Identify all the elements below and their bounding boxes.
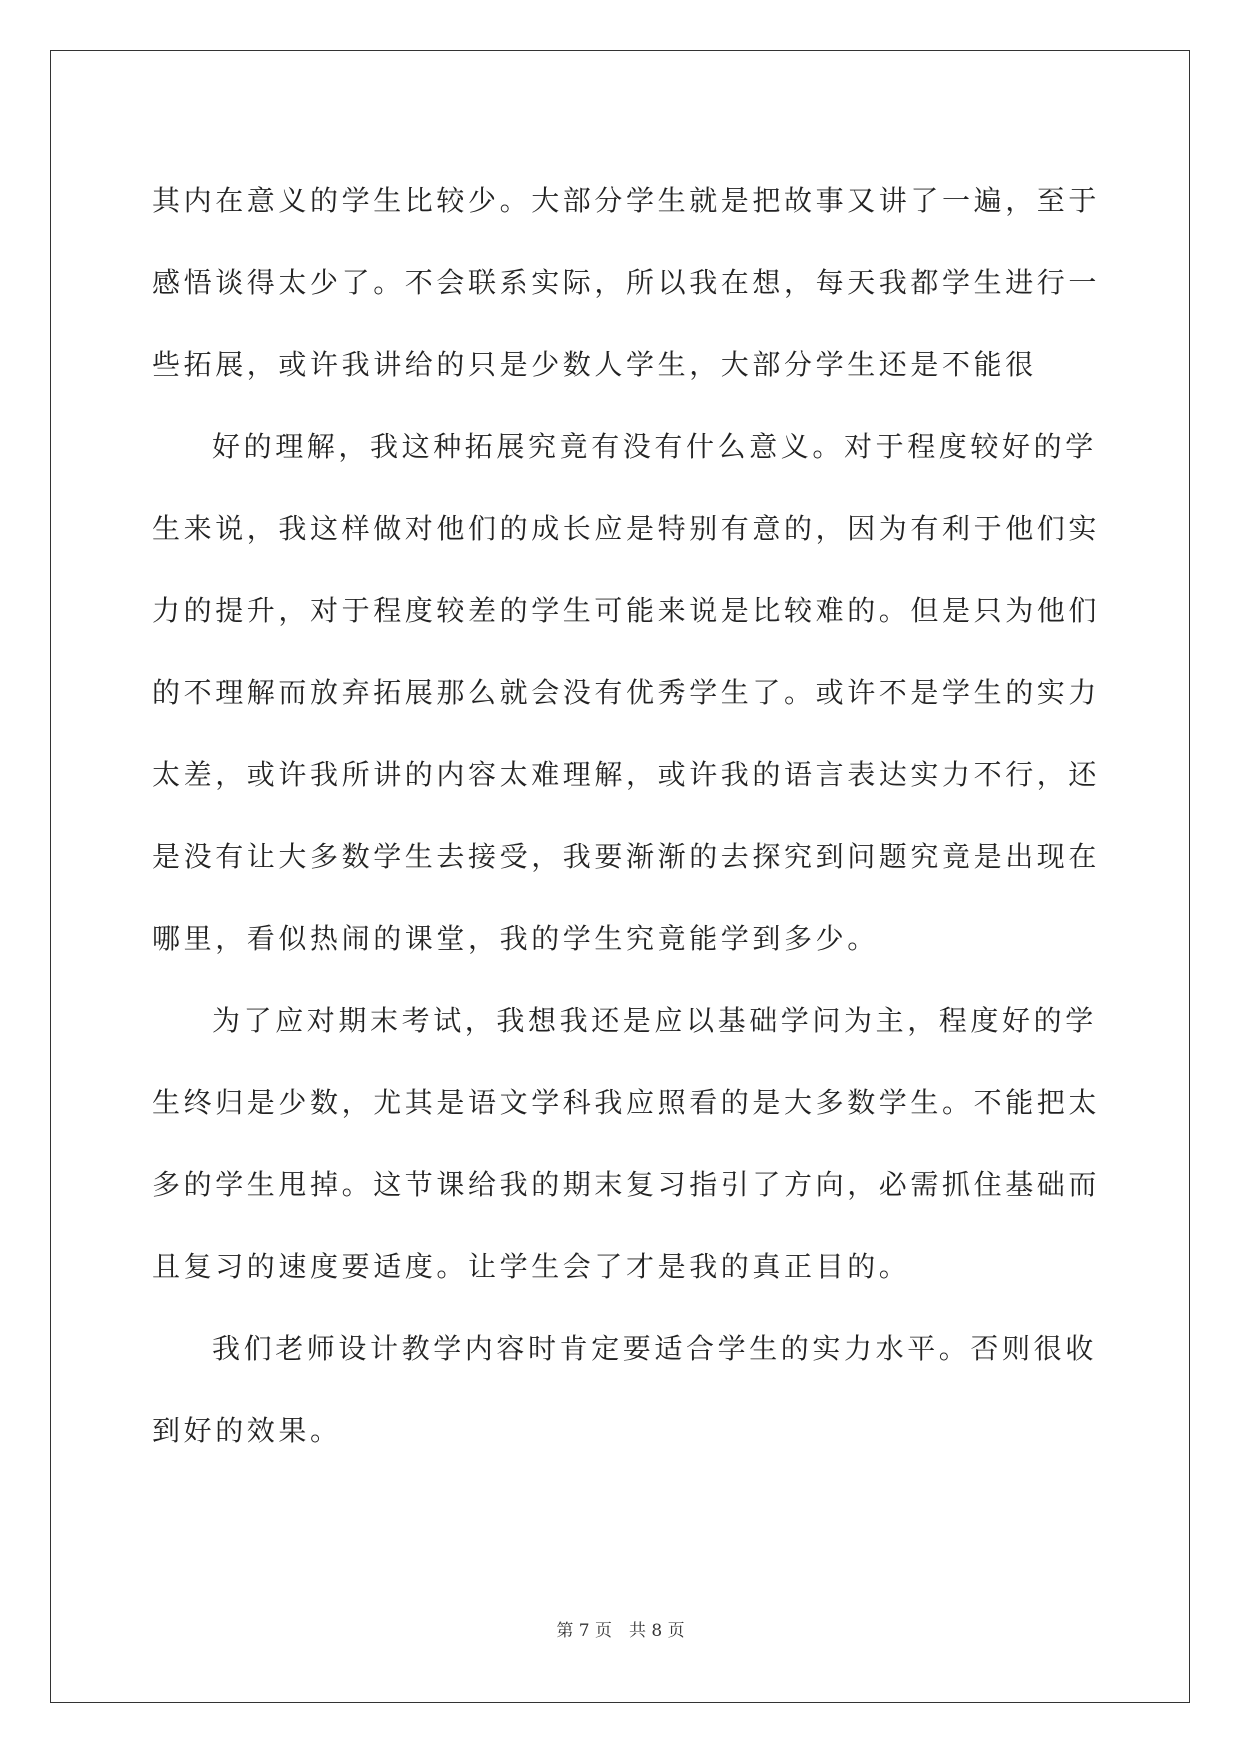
text-line: 哪里，看似热闹的课堂，我的学生究竟能学到多少。 — [152, 922, 879, 955]
text-line: 我们老师设计教学内容时肯定要适合学生的实力水平。否则很收 — [212, 1332, 1097, 1365]
text-line: 的不理解而放弃拓展那么就会没有优秀学生了。或许不是学生的实力 — [152, 676, 1101, 709]
text-line: 生终归是少数，尤其是语文学科我应照看的是大多数学生。不能把太 — [152, 1086, 1101, 1119]
text-line: 多的学生甩掉。这节课给我的期末复习指引了方向，必需抓住基础而 — [152, 1168, 1101, 1201]
text-line: 好的理解，我这种拓展究竟有没有什么意义。对于程度较好的学 — [212, 430, 1097, 463]
page-number-footer: 第 7 页 共 8 页 — [556, 1621, 685, 1641]
text-line: 且复习的速度要适度。让学生会了才是我的真正目的。 — [152, 1250, 911, 1283]
text-line: 些拓展，或许我讲给的只是少数人学生，大部分学生还是不能很 — [152, 348, 1037, 381]
text-line: 到好的效果。 — [152, 1414, 342, 1447]
text-line: 其内在意义的学生比较少。大部分学生就是把故事又讲了一遍，至于 — [152, 184, 1101, 217]
text-line: 是没有让大多数学生去接受，我要渐渐的去探究到问题究竟是出现在 — [152, 840, 1101, 873]
text-line: 为了应对期末考试，我想我还是应以基础学问为主，程度好的学 — [212, 1004, 1097, 1037]
document-body — [152, 160, 1101, 1472]
text-line: 感悟谈得太少了。不会联系实际，所以我在想，每天我都学生进行一 — [152, 266, 1101, 299]
text-line: 生来说，我这样做对他们的成长应是特别有意的，因为有利于他们实 — [152, 512, 1101, 545]
text-line: 太差，或许我所讲的内容太难理解，或许我的语言表达实力不行，还 — [152, 758, 1101, 791]
text-line: 力的提升，对于程度较差的学生可能来说是比较难的。但是只为他们 — [152, 594, 1101, 627]
